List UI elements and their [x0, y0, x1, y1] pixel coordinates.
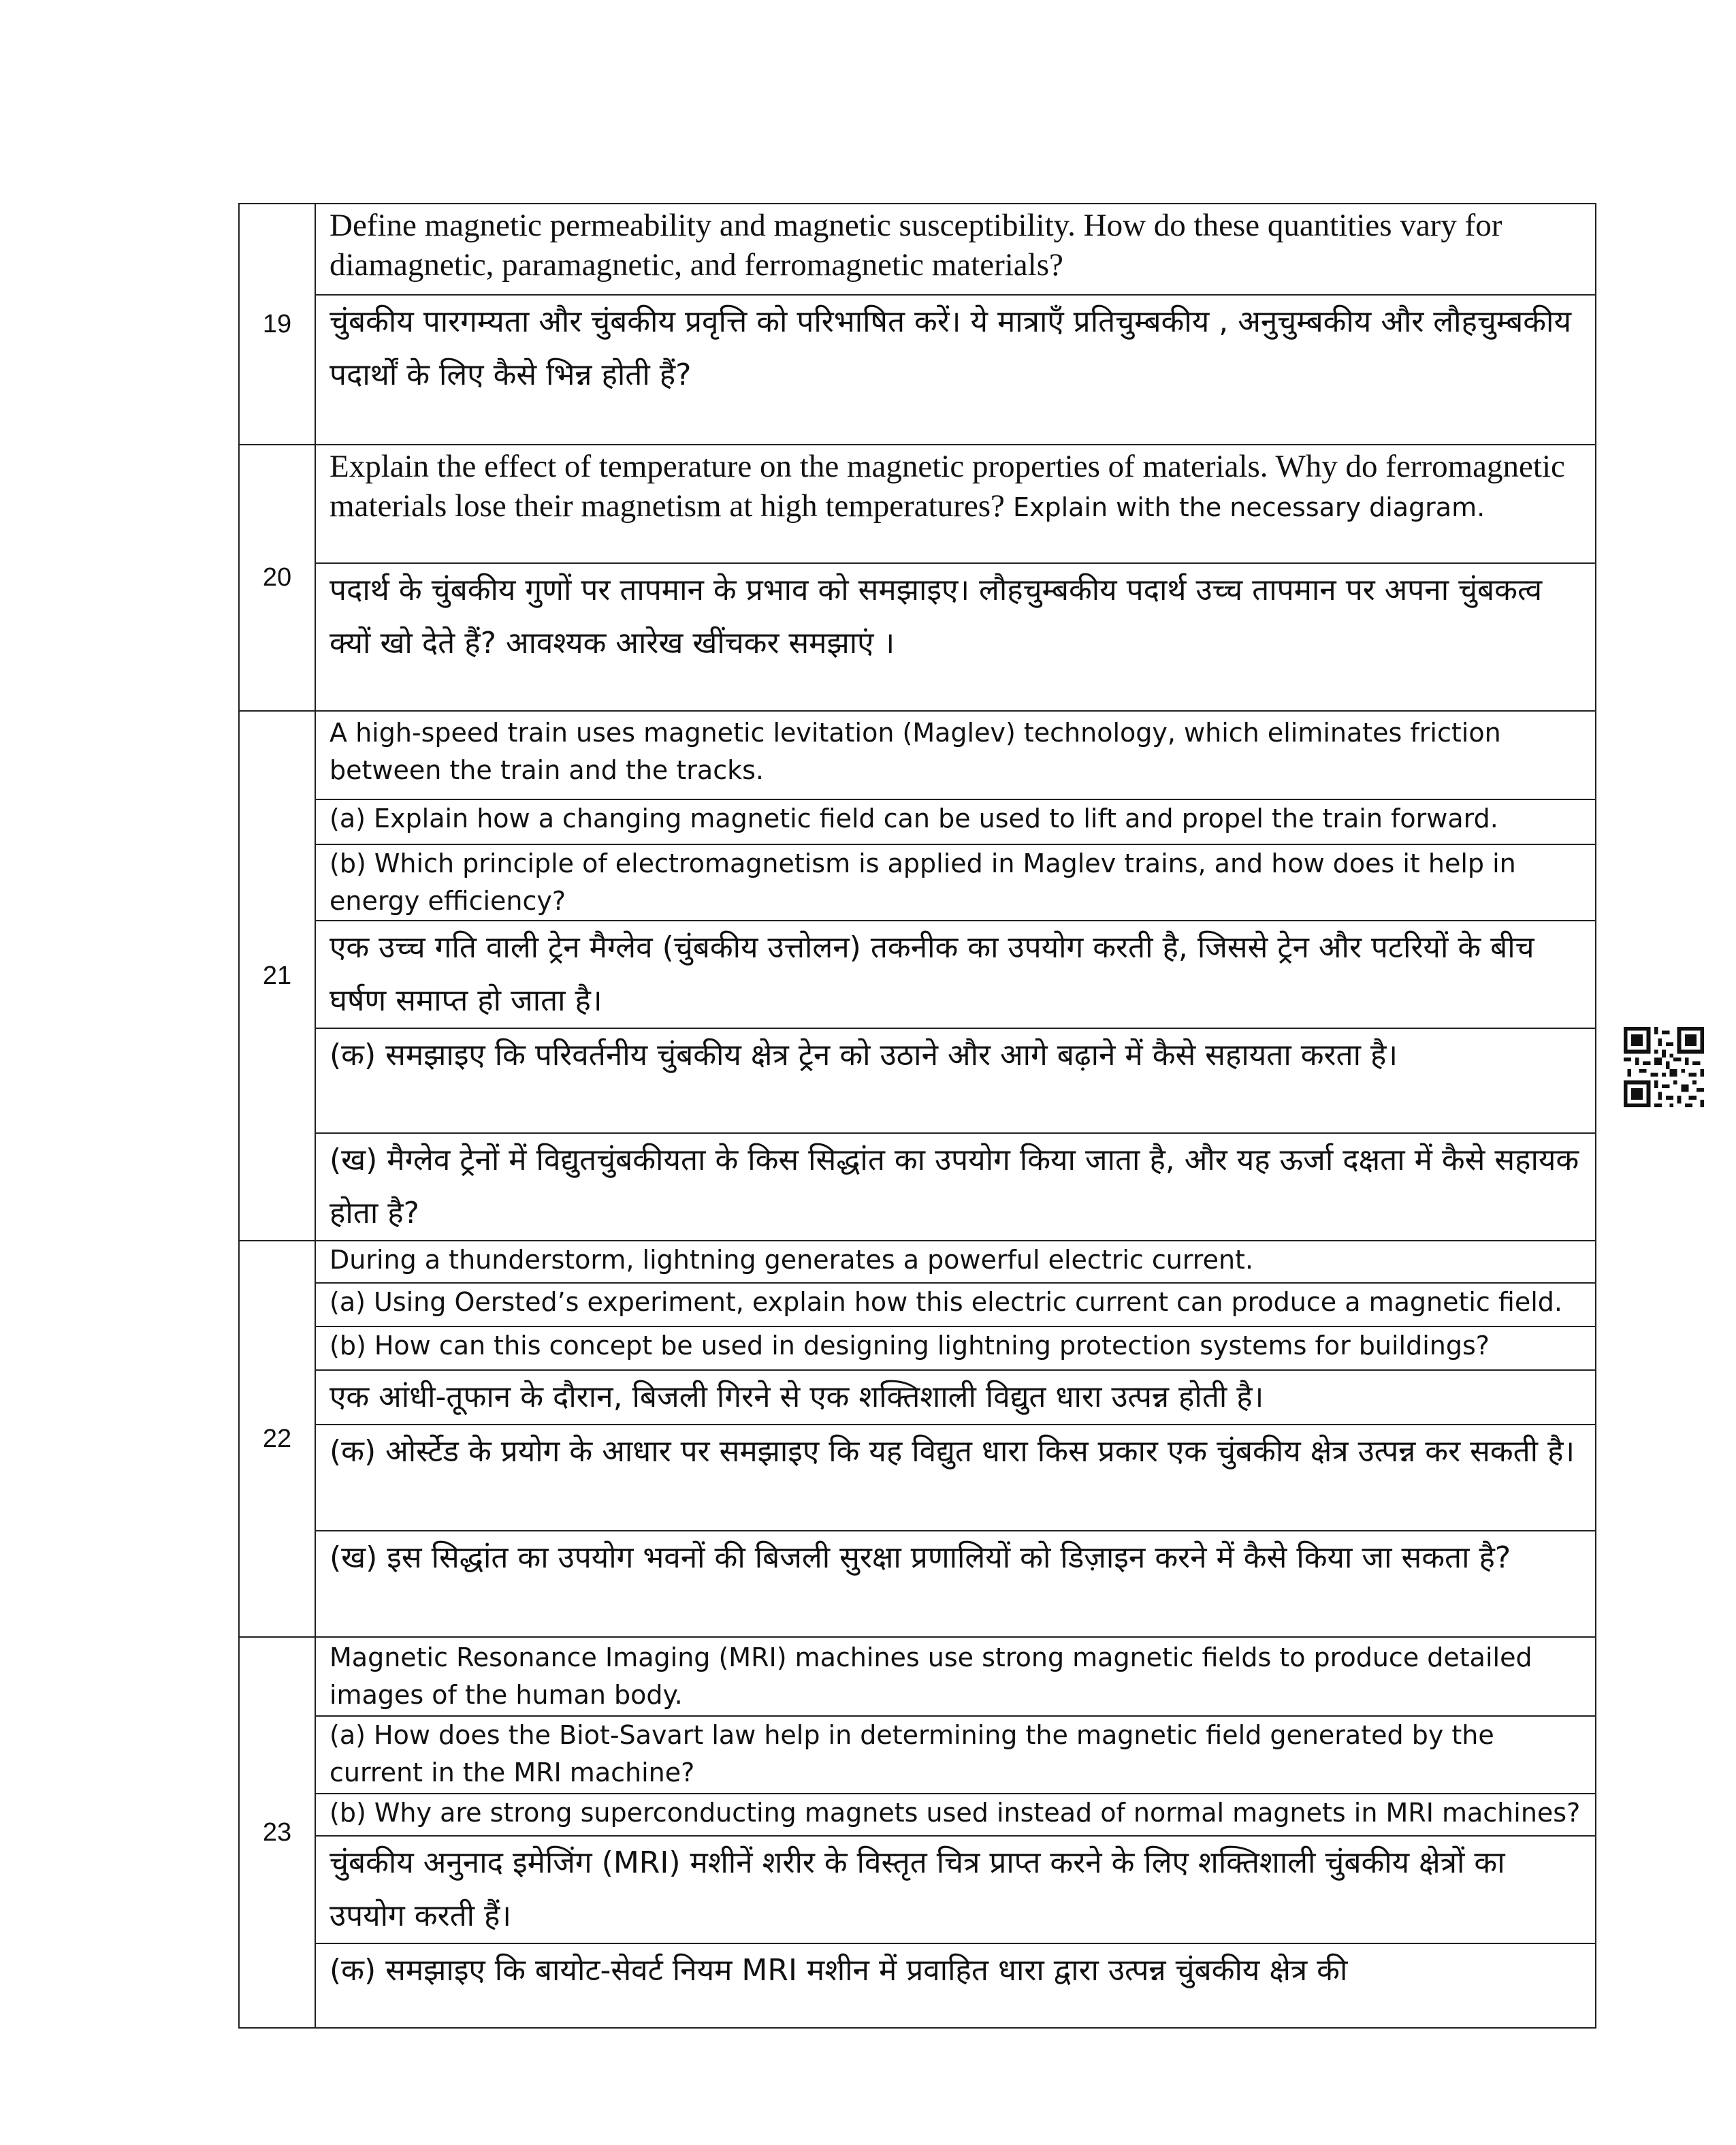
table-row	[239, 1716, 1596, 1794]
question-number: 19	[239, 204, 315, 445]
question-table	[238, 203, 1596, 2029]
table-row	[239, 445, 1596, 563]
qr-code-icon	[1624, 1027, 1704, 1107]
question-text-en: During a thunderstorm, lightning generates a powerful electric current.	[315, 1241, 1596, 1283]
question-text-en	[315, 445, 1596, 563]
table-row	[239, 1794, 1596, 1836]
question-text-en: Define magnetic permeability and magnetic susceptibility. How do these quantities vary for diamagnetic, paramagnetic, and ferromagnetic materials?	[315, 204, 1596, 295]
table-row	[239, 844, 1596, 921]
table-row	[239, 1028, 1596, 1133]
question-text-hi: (क) समझाइए कि बायोट-सेवर्ट नियम MRI मशीन में प्रवाहित धारा द्वारा उत्पन्न चुंबकीय क्षेत्र की	[315, 1943, 1596, 2028]
table-row	[239, 921, 1596, 1028]
table-row	[239, 1531, 1596, 1637]
table-row	[239, 1133, 1596, 1241]
question-text-hi: (ख) मैग्लेव ट्रेनों में विद्युतचुंबकीयता के किस सिद्धांत का उपयोग किया जाता है, और यह ऊर्जा दक्षता में कैसे सहायक होता है?	[315, 1133, 1596, 1241]
question-text-en-main: Explain the effect of temperature on the magnetic properties of materials. Why do ferromagnetic materials lose their magnetism at high temperatures?	[329, 449, 1565, 524]
question-number: 22	[239, 1241, 315, 1637]
question-number: 20	[239, 445, 315, 711]
question-text-hi: चुंबकीय अनुनाद इमेजिंग (MRI) मशीनें शरीर के विस्तृत चित्र प्राप्त करने के लिए शक्तिशाली चुंबकीय क्षेत्रों का उपयोग करती हैं।	[315, 1836, 1596, 1943]
table-row	[239, 1425, 1596, 1531]
question-text-hi: (ख) इस सिद्धांत का उपयोग भवनों की बिजली सुरक्षा प्रणालियों को डिज़ाइन करने में कैसे किया जा सकता है?	[315, 1531, 1596, 1637]
table-row	[239, 204, 1596, 295]
table-row	[239, 1943, 1596, 2028]
question-number: 21	[239, 711, 315, 1241]
question-text-en: (a) How does the Biot-Savart law help in determining the magnetic field generated by the current in the MRI machine?	[315, 1716, 1596, 1794]
question-text-hi: पदार्थ के चुंबकीय गुणों पर तापमान के प्रभाव को समझाइए। लौहचुम्बकीय पदार्थ उच्च तापमान पर अपना चुंबकत्व क्यों खो देते हैं? आवश्यक आरेख खींचकर समझाएं ।	[315, 563, 1596, 711]
question-text-hi: एक उच्च गति वाली ट्रेन मैग्लेव (चुंबकीय उत्तोलन) तकनीक का उपयोग करती है, जिससे ट्रेन और पटरियों के बीच घर्षण समाप्त हो जाता है।	[315, 921, 1596, 1028]
question-text-en: (a) Explain how a changing magnetic field can be used to lift and propel the train forward.	[315, 799, 1596, 844]
question-number: 23	[239, 1637, 315, 2028]
table-row	[239, 711, 1596, 799]
question-text-hi: (क) समझाइए कि परिवर्तनीय चुंबकीय क्षेत्र ट्रेन को उठाने और आगे बढ़ाने में कैसे सहायता करता है।	[315, 1028, 1596, 1133]
table-row	[239, 1836, 1596, 1943]
question-text-hi: चुंबकीय पारगम्यता और चुंबकीय प्रवृत्ति को परिभाषित करें। ये मात्राएँ प्रतिचुम्बकीय , अनुचुम्बकीय और लौहचुम्बकीय पदार्थों के लिए कैसे भिन्न होती हैं?	[315, 295, 1596, 445]
question-text-en: (a) Using Oersted’s experiment, explain how this electric current can produce a magnetic field.	[315, 1283, 1596, 1326]
table-row	[239, 1241, 1596, 1283]
table-row	[239, 295, 1596, 445]
question-text-en: A high-speed train uses magnetic levitation (Maglev) technology, which eliminates friction between the train and the tracks.	[315, 711, 1596, 799]
question-text-en: (b) Why are strong superconducting magnets used instead of normal magnets in MRI machines?	[315, 1794, 1596, 1836]
table-row	[239, 1326, 1596, 1370]
question-text-en: (b) How can this concept be used in designing lightning protection systems for buildings?	[315, 1326, 1596, 1370]
table-row	[239, 563, 1596, 711]
question-text-hi: एक आंधी-तूफान के दौरान, बिजली गिरने से एक शक्तिशाली विद्युत धारा उत्पन्न होती है।	[315, 1370, 1596, 1425]
question-text-en: (b) Which principle of electromagnetism is applied in Maglev trains, and how does it help in energy efficiency?	[315, 844, 1596, 921]
question-text-en: Magnetic Resonance Imaging (MRI) machines use strong magnetic fields to produce detailed images of the human body.	[315, 1637, 1596, 1716]
table-row	[239, 1283, 1596, 1326]
table-row	[239, 1637, 1596, 1716]
table-row	[239, 799, 1596, 844]
question-text-en-tail: Explain with the necessary diagram.	[1004, 492, 1485, 522]
question-text-hi: (क) ओर्स्टेड के प्रयोग के आधार पर समझाइए कि यह विद्युत धारा किस प्रकार एक चुंबकीय क्षेत्र उत्पन्न कर सकती है।	[315, 1425, 1596, 1531]
table-row	[239, 1370, 1596, 1425]
